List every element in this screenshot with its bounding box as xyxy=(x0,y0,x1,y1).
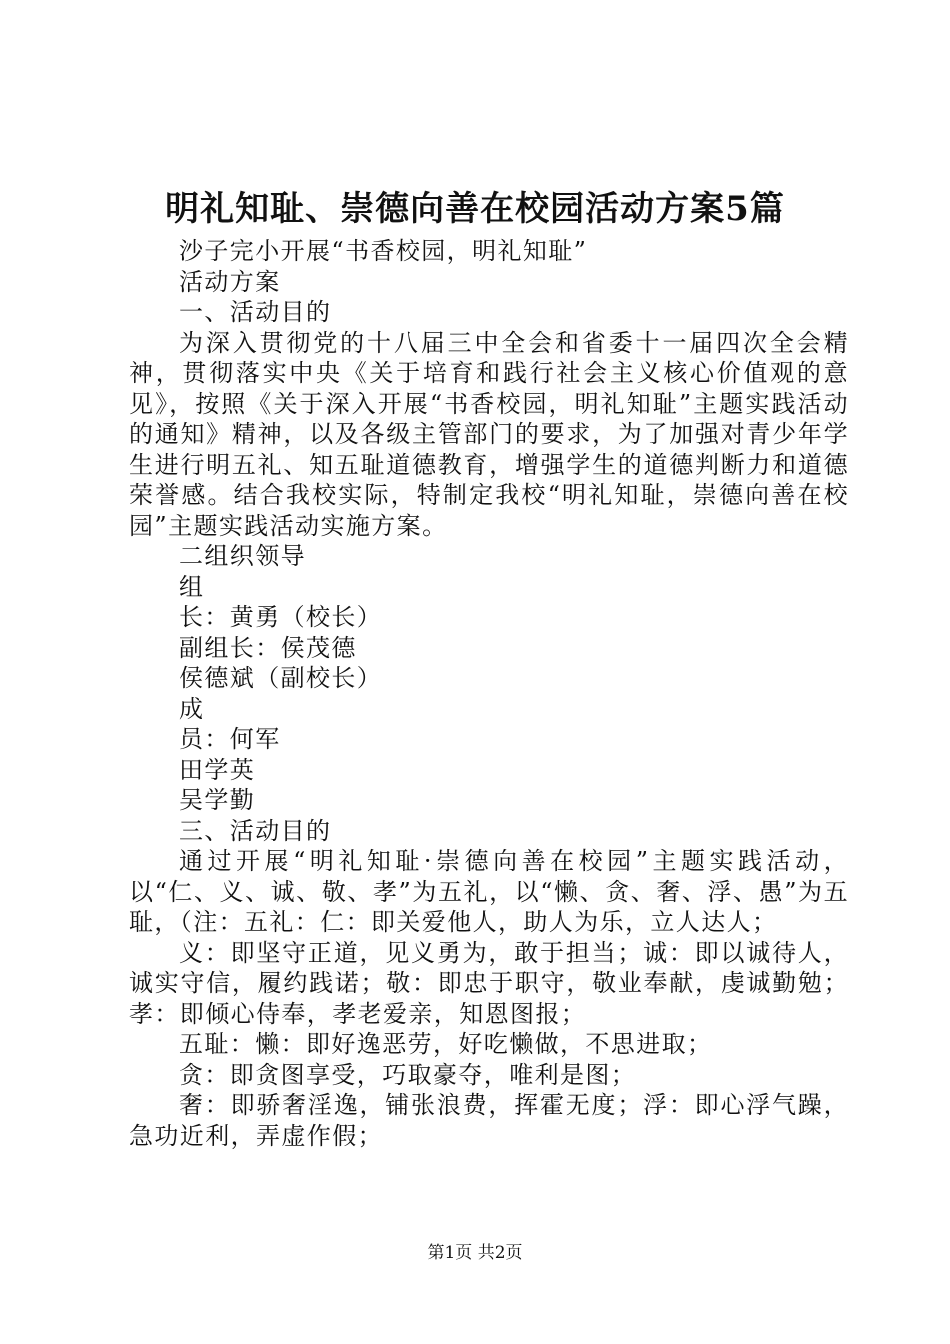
paragraph: 为深入贯彻党的十八届三中全会和省委十一届四次全会精神，贯彻落实中央《关于培育和践行社会主义核心价值观的意见》，按照《关于深入开展“书香校园，明礼知耻”主题实践活动的通知》精神，以及各级主管部门的要求，为了加强对青少年学生进行明五礼、知五耻道德教育，增强学生的道德判断力和道德荣誉感。结合我校实际，特制定我校“明礼知耻，崇德向善在校园”主题实践活动实施方案。 xyxy=(129,328,849,540)
paragraph: 长：黄勇（校长） xyxy=(179,603,383,631)
paragraph: 田学英 xyxy=(179,755,256,784)
document-title: 明礼知耻、崇德向善在校园活动方案5篇 xyxy=(165,189,785,229)
paragraph: 吴学勤 xyxy=(179,786,256,814)
paragraph: 五耻：懒：即好逸恶劳，好吃懒做，不思进取； xyxy=(179,1030,713,1058)
paragraph: 侯德斌（副校长） xyxy=(179,664,383,692)
paragraph: 员：何军 xyxy=(179,725,281,753)
paragraph: 成 xyxy=(179,694,205,723)
paragraph: 活动方案 xyxy=(179,267,281,296)
section-heading: 一、活动目的 xyxy=(179,298,332,326)
section-heading: 二组织领导 xyxy=(179,542,306,570)
paragraph: 沙子完小开展“书香校园，明礼知耻” xyxy=(179,237,588,265)
section-heading: 三、活动目的 xyxy=(179,816,332,845)
paragraph: 义：即坚守正道，见义勇为，敢于担当；诚：即以诚待人，诚实守信，履约践诺；敬：即忠于职守，敬业奉献，虔诚勤勉；孝：即倾心侍奉，孝老爱亲，知恩图报； xyxy=(129,938,849,1028)
paragraph: 副组长：侯茂德 xyxy=(179,633,357,662)
page-footer: 第1页 共2页 xyxy=(427,1243,523,1263)
paragraph: 组 xyxy=(179,572,205,601)
document-body xyxy=(129,236,849,1151)
paragraph: 奢：即骄奢淫逸，铺张浪费，挥霍无度；浮：即心浮气躁，急功近利，弄虚作假； xyxy=(129,1091,849,1150)
paragraph: 通过开展“明礼知耻·崇德向善在校园”主题实践活动，以“仁、义、诚、敬、孝”为五礼，以“懒、贪、奢、浮、愚”为五耻，（注：五礼：仁：即关爱他人，助人为乐，立人达人； xyxy=(129,847,849,936)
paragraph: 贪：即贪图享受，巧取豪夺，唯利是图； xyxy=(179,1060,637,1089)
